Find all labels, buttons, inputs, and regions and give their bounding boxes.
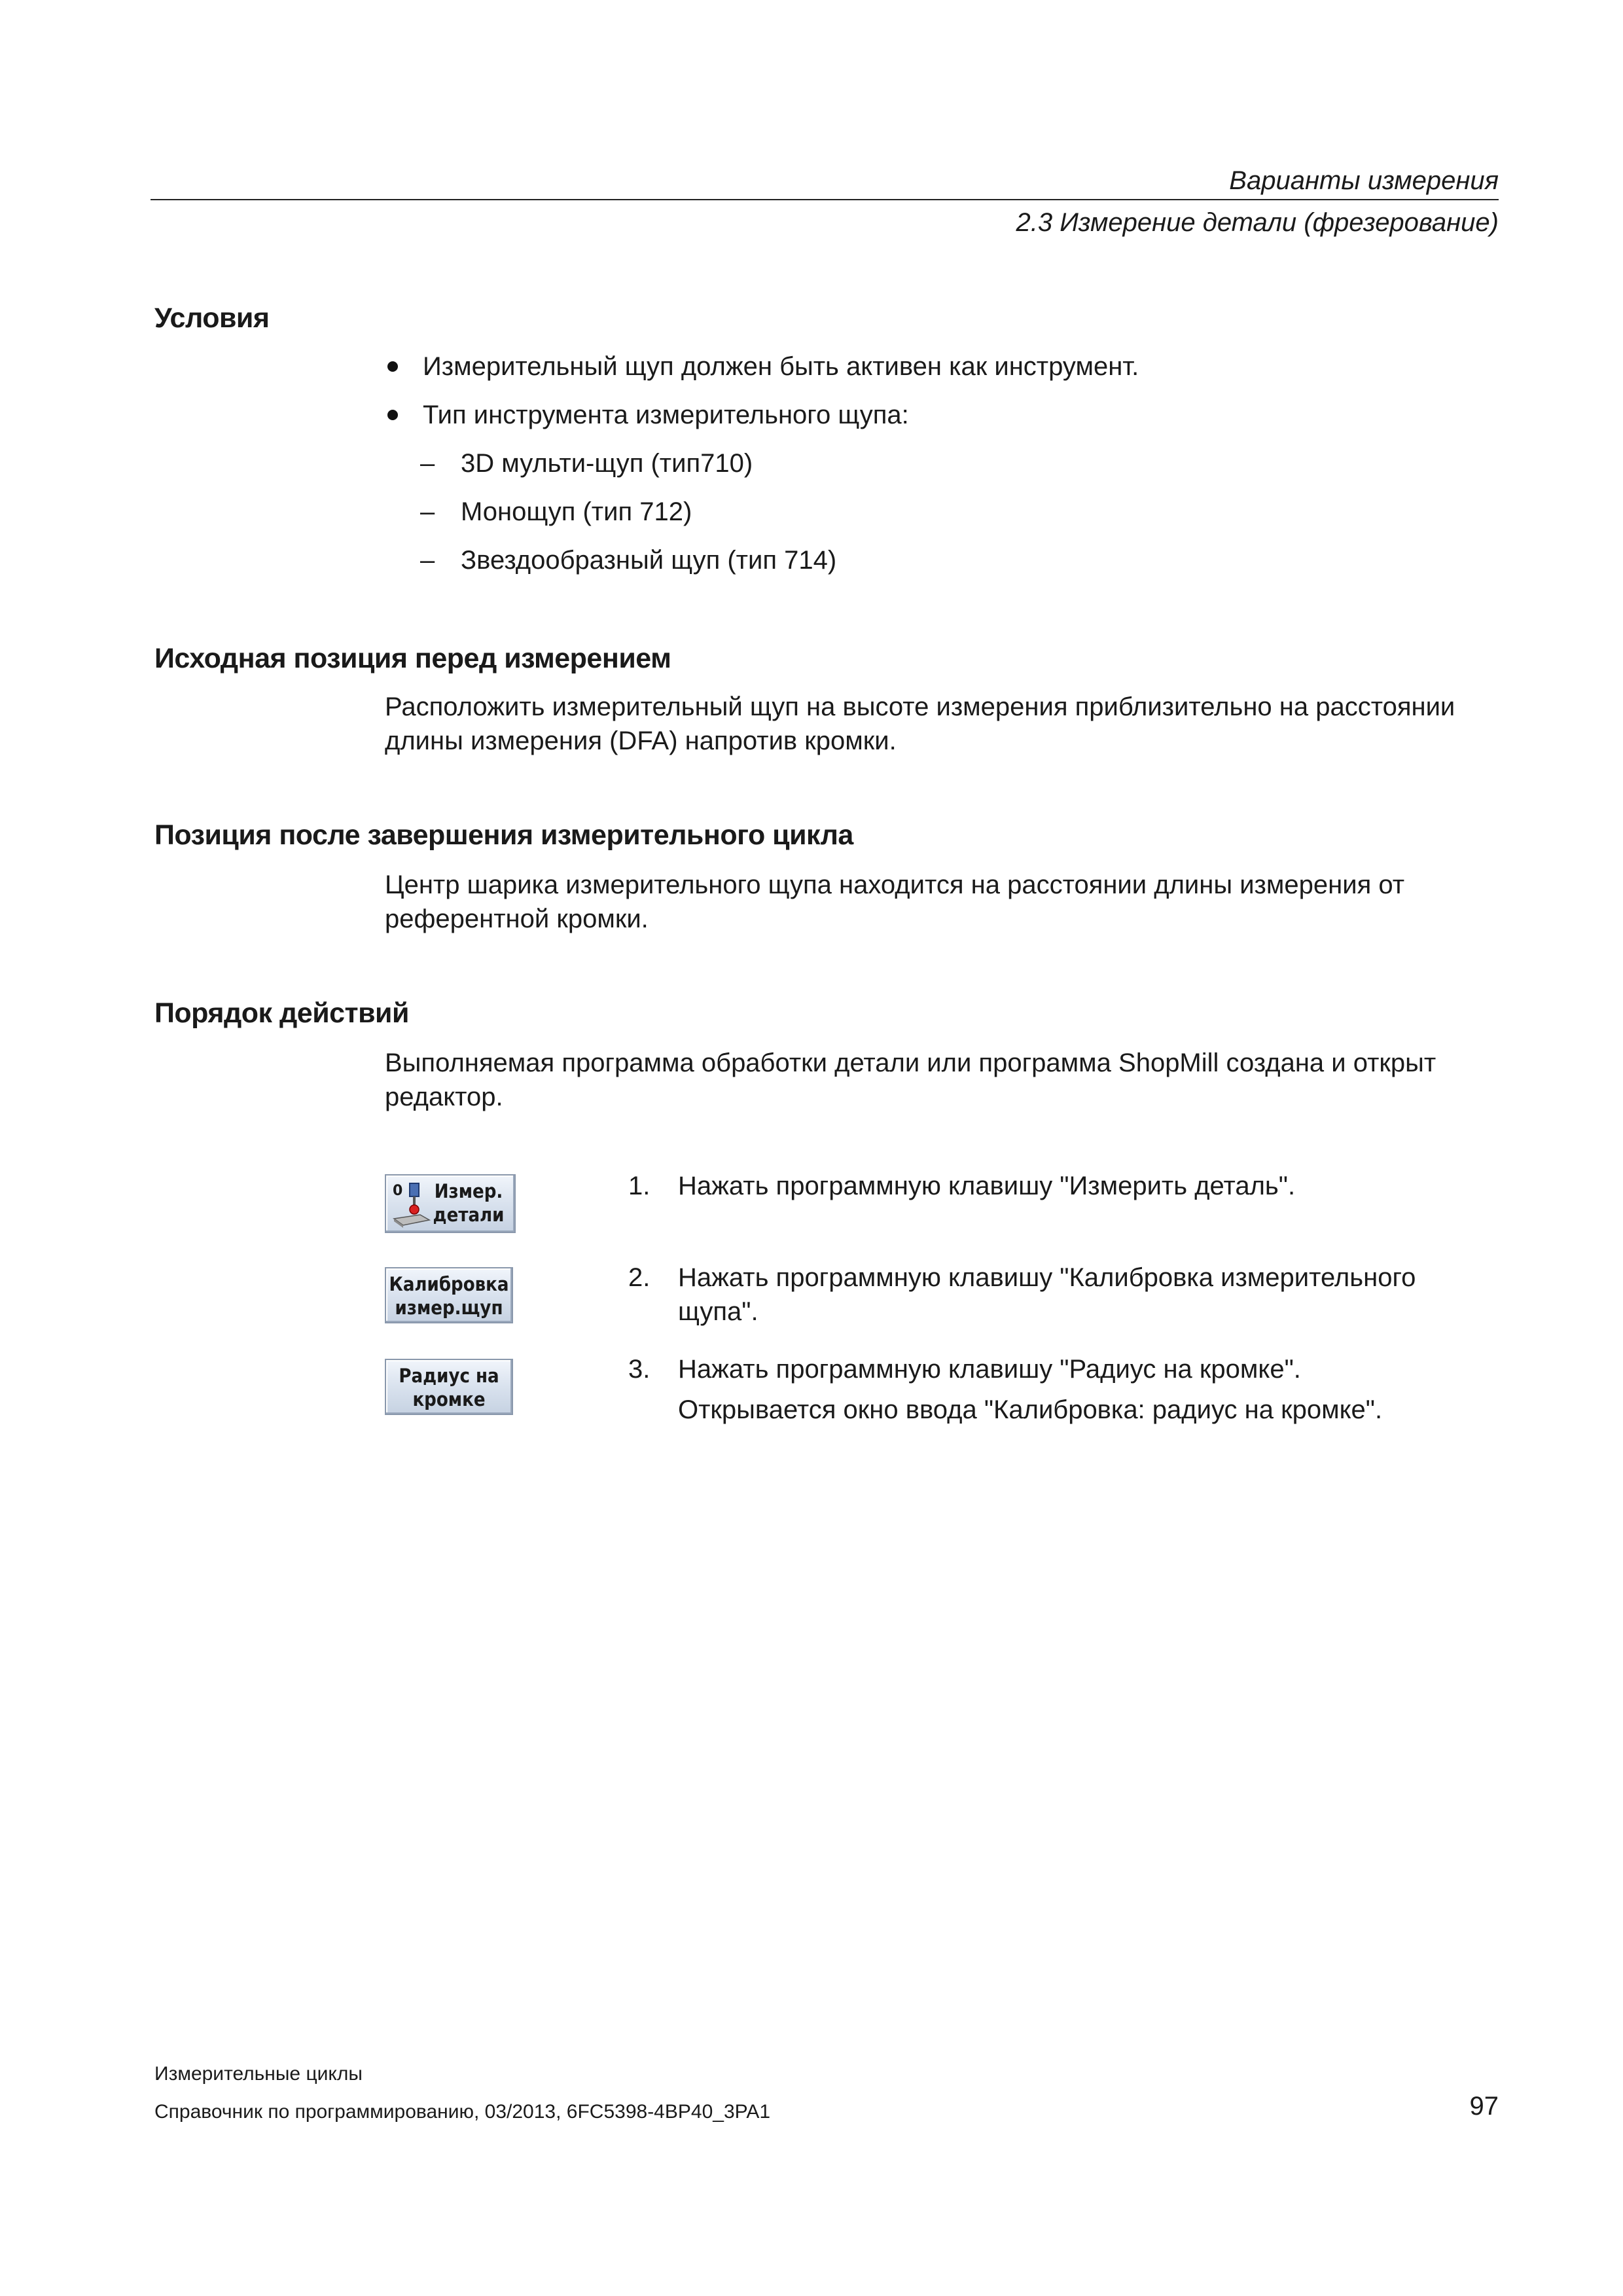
softkey-calibrate-probe-label-1: Калибровка	[389, 1273, 509, 1295]
header-rule	[151, 199, 1499, 200]
heading-conditions: Условия	[154, 302, 270, 334]
softkey-edge-radius[interactable]	[385, 1359, 513, 1415]
step-number-2: 2.	[628, 1263, 651, 1292]
heading-procedure: Порядок действий	[154, 997, 409, 1029]
step-text-3: Нажать программную клавишу "Радиус на кромке".	[678, 1355, 1301, 1384]
step-text-2-continued: щупа".	[678, 1297, 758, 1326]
softkey-measure-part[interactable]	[385, 1174, 516, 1233]
heading-start-position: Исходная позиция перед измерением	[154, 643, 671, 674]
softkey-calibrate-probe[interactable]	[385, 1267, 513, 1323]
softkey-edge-radius-label-1: Радиус на	[399, 1365, 499, 1387]
probe-type-1: 3D мульти-щуп (тип710)	[461, 449, 753, 478]
page-number: 97	[1469, 2092, 1499, 2121]
footer-manual-title: Измерительные циклы	[154, 2063, 363, 2085]
softkey-edge-radius-label-2: кромке	[412, 1388, 486, 1410]
svg-text:0: 0	[393, 1183, 403, 1199]
bullet-icon	[387, 361, 398, 372]
running-header-section: 2.3 Измерение детали (фрезерование)	[1016, 208, 1499, 237]
probe-type-2: Монощуп (тип 712)	[461, 497, 692, 526]
condition-item-2: Тип инструмента измерительного щупа:	[423, 401, 909, 429]
dash-marker: –	[420, 546, 435, 575]
probe-type-3: Звездообразный щуп (тип 714)	[461, 546, 837, 575]
step-text-1: Нажать программную клавишу "Измерить деталь".	[678, 1172, 1296, 1200]
start-position-text-line-1: Расположить измерительный щуп на высоте измерения приблизительно на расстоянии	[385, 692, 1455, 721]
dash-marker: –	[420, 449, 435, 478]
bullet-icon	[387, 410, 398, 420]
probe-icon	[391, 1181, 431, 1228]
step-text-2: Нажать программную клавишу "Калибровка измерительного	[678, 1263, 1416, 1292]
footer-edition: Справочник по программированию, 03/2013, 6FC5398-4BP40_3PA1	[154, 2101, 771, 2123]
step-number-1: 1.	[628, 1172, 651, 1200]
procedure-intro-line-2: редактор.	[385, 1083, 503, 1111]
end-position-text-line-2: референтной кромки.	[385, 905, 649, 933]
softkey-measure-part-label-2: детали	[433, 1204, 505, 1226]
condition-item-1: Измерительный щуп должен быть активен как инструмент.	[423, 352, 1139, 381]
step-result-3: Открывается окно ввода "Калибровка: радиус на кромке".	[678, 1395, 1383, 1424]
start-position-text-line-2: длины измерения (DFA) напротив кромки.	[385, 726, 897, 755]
step-number-3: 3.	[628, 1355, 651, 1384]
running-header-chapter: Варианты измерения	[1229, 166, 1499, 195]
softkey-calibrate-probe-label-2: измер.щуп	[395, 1297, 503, 1319]
softkey-measure-part-label-1: Измер.	[434, 1180, 503, 1202]
heading-end-position: Позиция после завершения измерительного цикла	[154, 819, 853, 851]
procedure-intro-line-1: Выполняемая программа обработки детали или программа ShopMill создана и открыт	[385, 1049, 1436, 1077]
end-position-text-line-1: Центр шарика измерительного щупа находится на расстоянии длины измерения от	[385, 870, 1405, 899]
dash-marker: –	[420, 497, 435, 526]
